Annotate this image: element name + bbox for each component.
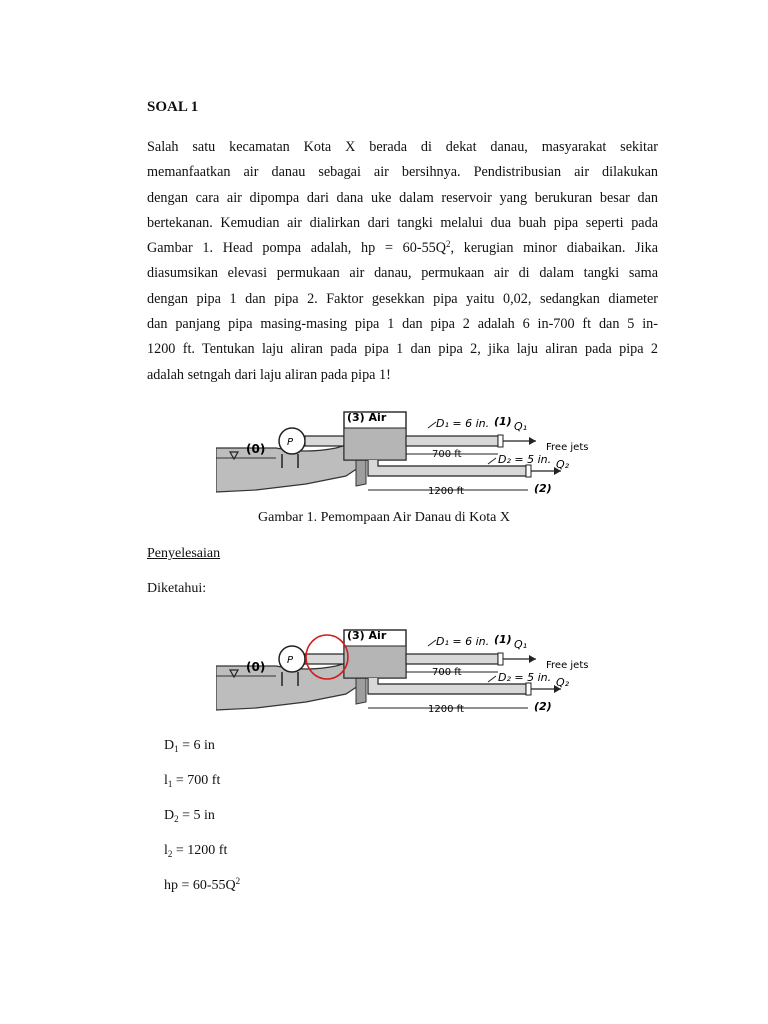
paragraph-line: bertekanan. Kemudian air dialirkan dari tangki melalui dua buah pipa seperti pada [147,214,658,231]
q2-label: Q₂ [556,676,570,689]
given-l2 [164,843,227,859]
pump-discharge-pipe [305,436,345,446]
paragraph-line: 1200 ft. Tentukan laju aliran pada pipa 1 dan pipa 2, jika laju aliran pada pipa 2 [147,341,658,358]
figure-caption: Gambar 1. Pemompaan Air Danau di Kota X [258,510,510,525]
reservoir-label: (3) Air [347,629,387,642]
paragraph-line: Salah satu kecamatan Kota X berada di dekat danau, masyarakat sekitar [147,139,658,155]
given-symbol: D [164,738,175,753]
d2-label: D₂ = 5 in. [498,671,552,684]
given-exponent: 2 [235,876,241,886]
given-d2 [164,808,215,824]
q2-label: Q₂ [556,458,570,471]
given-subscript: 1 [167,779,173,789]
given-subscript: 2 [174,814,179,824]
known-heading: Diketahui: [147,581,207,596]
pipe-2-tag: (2) [534,482,552,495]
q1-label: Q₁ [514,420,528,433]
given-hp [164,878,240,894]
problem-title: SOAL 1 [147,99,199,115]
pump-discharge-pipe [305,654,345,664]
reservoir-label: (3) Air [347,411,387,424]
len2-label: 1200 ft [428,704,464,715]
paragraph-line-head-formula [147,236,658,261]
line-text: , kerugian minor diabaikan. Jika [450,240,659,257]
pipe-1-tag: (1) [494,415,512,428]
q1-label: Q₁ [514,638,528,651]
pipe-1-outlet [498,653,503,665]
d1-label: D₁ = 6 in. [436,635,490,648]
free-jets-label: Free jets [546,660,589,671]
given-l1 [164,773,220,789]
paragraph-line: dengan pipa 1 dan pipa 2. Faktor gesekkan pipa yaitu 0,02, sedangkan diameter [147,290,658,307]
given-symbol: l [164,843,168,858]
pipe-1 [406,436,498,446]
len2-label: 1200 ft [428,486,464,497]
given-symbol: D [164,808,175,823]
line-text: Gambar 1. Head pompa adalah, hp = 60-55Q [147,240,447,257]
paragraph-line: dan panjang pipa masing-masing pipa 1 dan pipa 2 adalah 6 in-700 ft dan 5 in- [147,316,658,333]
lake-label: (0) [246,660,266,674]
given-subscript: 1 [174,744,179,754]
given-value: = 1200 ft [172,843,228,858]
free-jets-label: Free jets [546,442,589,453]
given-value: = 5 in [178,808,215,823]
pipe-1-tag: (1) [494,633,512,646]
pipe-2-outlet [526,683,531,695]
len1-label: 700 ft [432,667,462,678]
pipe-2-tag: (2) [534,700,552,713]
pipe-2-outlet [526,465,531,477]
exponent: 2 [446,239,451,250]
given-value: = 6 in [178,738,215,753]
paragraph-line: dengan cara air dipompa dari dana uke dalam reservoir yang berukuran besar dan [147,189,658,206]
paragraph-line: memanfaatkan air danau sebagai air bersihnya. Pendistribusian air dilakukan [147,164,658,181]
paragraph-line: diasumsikan elevasi permukaan air danau, permukaan air di dalam tangki sama [147,265,658,282]
given-symbol: l [164,773,168,788]
problem-paragraph [147,135,658,388]
given-subscript: 2 [167,849,173,859]
d2-label: D₂ = 5 in. [498,453,552,466]
given-value: = 700 ft [172,773,221,788]
pipe-1 [406,654,498,664]
section-heading: Penyelesaian [147,546,221,561]
d1-label: D₁ = 6 in. [436,417,490,430]
given-d1 [164,738,215,754]
pump-system-figure-annotated [216,624,596,716]
paragraph-line: adalah setngah dari laju aliran pada pipa 1! [147,366,391,383]
pump-label: P [287,655,294,666]
pump-label: P [287,437,294,448]
lake-label: (0) [246,442,266,456]
len1-label: 700 ft [432,449,462,460]
pipe-1-outlet [498,435,503,447]
pump-system-figure [216,406,596,498]
given-symbol: hp = 60-55Q [164,878,236,893]
